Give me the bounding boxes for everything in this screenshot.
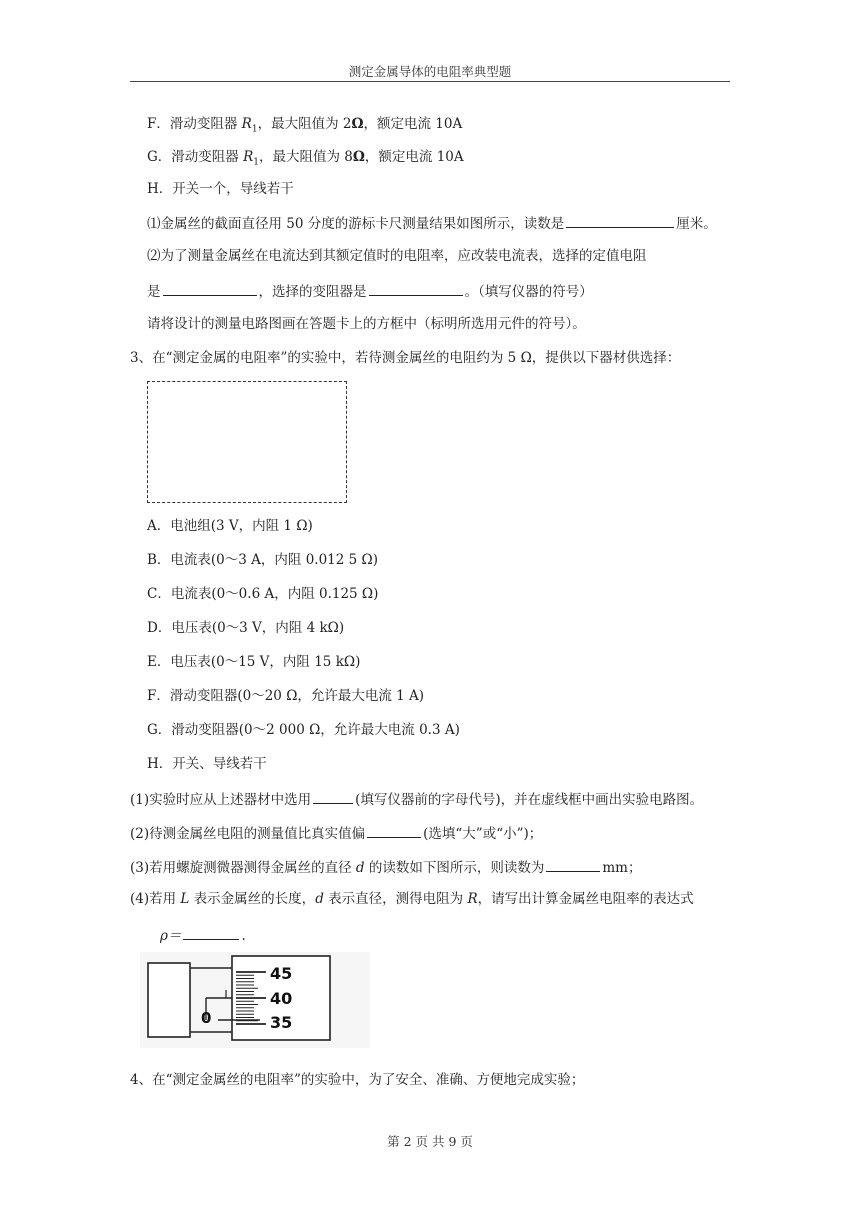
q3-sub2: (2)待测金属丝电阻的测量值比真实值偏 (选填“大”或“小”)； [130, 823, 542, 843]
header-divider [130, 81, 730, 82]
micrometer-figure [140, 952, 370, 1048]
q2-part3: 请将设计的测量电路图画在答题卡上的方框中（标明所选用元件的符号）。 [147, 316, 586, 332]
q3-sub3: (3)若用螺旋测微器测得金属丝的直径 d 的读数如下图所示，则读数为 mm； [130, 857, 641, 877]
q3-stem: 3、在“测定金属的电阻率”的实验中，若待测金属丝的电阻约为 5 Ω，提供以下器材供选择： [130, 350, 681, 366]
q2-part2: ⑵为了测量金属丝在电流达到其额定值时的电阻率，应改装电流表，选择的定值电阻 [147, 248, 647, 264]
q3-option-g: G．滑动变阻器(0～2 000 Ω，允许最大电流 0.3 A) [147, 722, 460, 738]
page-footer: 第 2 页 共 9 页 [387, 1134, 473, 1149]
page-number: 2 [403, 1134, 412, 1149]
q2-part2-cont: 是 ，选择的变阻器是 。（填写仪器的符号） [147, 281, 593, 301]
micrometer-label-35: 35 [270, 1013, 293, 1032]
q3-answer-blank-3[interactable] [546, 857, 600, 872]
q2-answer-blank-3[interactable] [369, 281, 463, 296]
circuit-drawing-box[interactable] [147, 381, 347, 503]
q2-answer-blank-1[interactable] [566, 213, 674, 228]
page-header-title: 测定金属导体的电阻率典型题 [348, 64, 512, 79]
page-total: 9 [448, 1134, 457, 1149]
micrometer-frame [148, 963, 190, 1037]
q3-answer-blank-2[interactable] [367, 823, 421, 838]
q2-option-f: F．滑动变阻器 $R_1$，最大阻值为 2Ω，额定电流 10A [147, 116, 463, 135]
q3-option-h: H．开关、导线若干 [147, 756, 267, 772]
q3-answer-blank-1[interactable] [313, 789, 353, 804]
micrometer-label-40: 40 [270, 989, 293, 1008]
q3-answer-blank-4[interactable] [183, 925, 239, 940]
q3-option-d: D．电压表(0～3 V，内阻 4 kΩ) [147, 620, 345, 636]
q3-option-e: E．电压表(0～15 V，内阻 15 kΩ) [147, 654, 361, 670]
q3-option-f: F．滑动变阻器(0～20 Ω，允许最大电流 1 A) [147, 688, 425, 704]
q2-part1: ⑴金属丝的截面直径用 50 分度的游标卡尺测量结果如图所示，读数是 厘米。 [147, 213, 717, 233]
q3-option-a: A．电池组(3 V，内阻 1 Ω) [147, 518, 313, 534]
q3-option-b: B．电流表(0～3 A，内阻 0.012 5 Ω) [147, 552, 378, 568]
q3-option-c: C．电流表(0～0.6 A，内阻 0.125 Ω) [147, 586, 379, 602]
q2-answer-blank-2[interactable] [163, 281, 257, 296]
q4-stem: 4、在“测定金属丝的电阻率”的实验中，为了安全、准确、方便地完成实验； [130, 1072, 585, 1088]
micrometer-zero-label: 0 [201, 1009, 212, 1027]
q3-sub4: (4)若用 L 表示金属丝的长度，d 表示直径，测得电阻为 R，请写出计算金属丝电阻率的表达式 [130, 891, 694, 907]
micrometer-label-45: 45 [270, 964, 293, 983]
q2-option-g: G．滑动变阻器 $R_1$，最大阻值为 8Ω，额定电流 10A [147, 149, 464, 168]
q3-sub1: (1)实验时应从上述器材中选用 (填写仪器前的字母代号)，并在虚线框中画出实验电路图。 [130, 789, 703, 809]
q3-rho-expression: ρ＝ . [160, 925, 246, 945]
q2-option-h: H．开关一个，导线若干 [147, 181, 294, 197]
